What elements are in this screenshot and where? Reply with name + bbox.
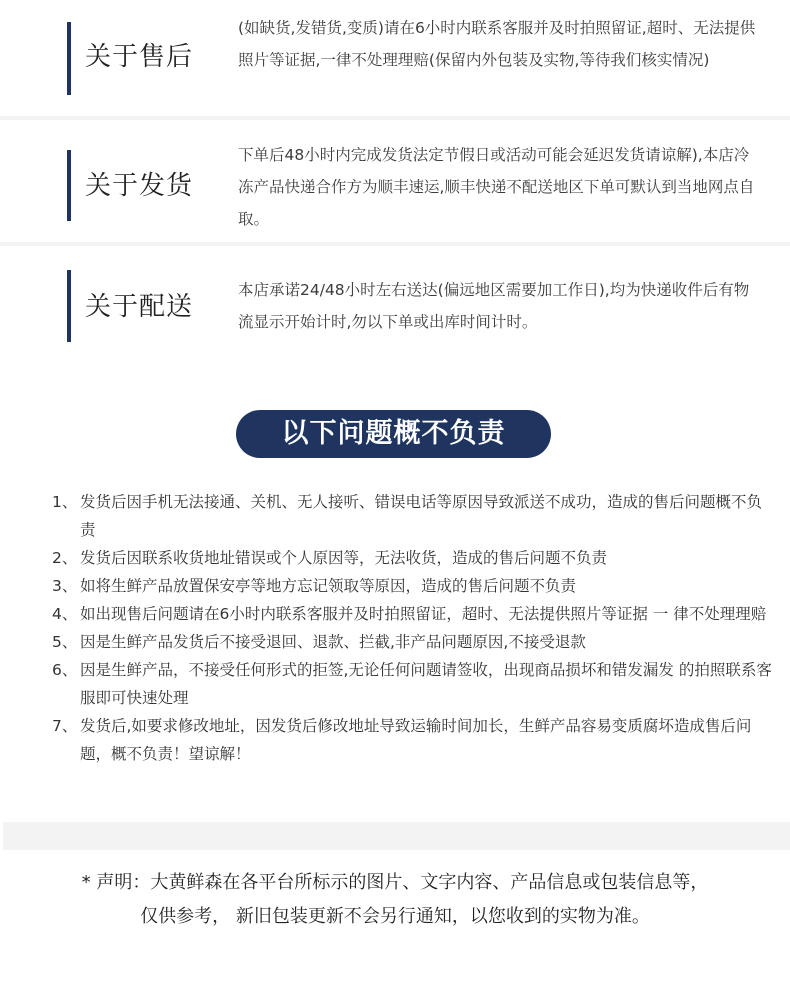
list-item-text: 发货后因联系收货地址错误或个人原因等，无法收货，造成的售后问题不负责 [80, 549, 608, 567]
statement [0, 866, 790, 934]
list-item-text: 因是生鲜产品，不接受任何形式的拒签,无论任何问题请签收，出现商品损坏和错发漏发 的拍照联系客服即可快速处理 [80, 661, 772, 707]
section-text: (如缺货,发错货,变质)请在6小时内联系客服并及时拍照留证,超时、无法提供照片等证据,一律不处理理赔(保留内外包装及实物,等待我们核实情况) [238, 19, 756, 69]
section-title: 关于售后 [85, 42, 194, 72]
list-item-text: 如出现售后问题请在6小时内联系客服并及时拍照留证，超时、无法提供照片等证据 一 律不处理理赔 [80, 605, 767, 623]
section-text: 下单后48小时内完成发货法定节假日或活动可能会延迟发货请谅解),本店冷冻产品快递合作方为顺丰速运,顺丰快递不配送地区下单可默认到当地网点自取。 [238, 146, 755, 228]
list-item-text: 发货后,如要求修改地址，因发货后修改地址导致运输时间加长，生鲜产品容易变质腐坏造成售后问题，概不负责！望谅解！ [80, 717, 752, 763]
section-accent-bar [67, 150, 71, 221]
statement-line-1: * 声明：大黄鲜森在各平台所标示的图片、文字内容、产品信息或包装信息等， [81, 872, 709, 893]
list-item-number: 5、 [52, 633, 78, 651]
list-item [52, 488, 772, 544]
list-item-number: 3、 [52, 577, 78, 595]
section-accent-bar [67, 22, 71, 95]
list-item [52, 628, 772, 656]
list-item [52, 712, 772, 768]
list-item [52, 572, 772, 600]
list-item-number: 4、 [52, 605, 78, 623]
list-item [52, 656, 772, 712]
list-item-text: 如将生鲜产品放置保安亭等地方忘记领取等原因，造成的售后问题不负责 [80, 577, 577, 595]
list-item [52, 600, 772, 628]
section-text: 本店承诺24/48小时左右送达(偏远地区需要加工作日),均为快递收件后有物流显示开始计时,勿以下单或出库时间计时。 [238, 281, 750, 331]
section-accent-bar [67, 270, 71, 342]
list-item-number: 7、 [52, 717, 78, 735]
list-item-number: 2、 [52, 549, 78, 567]
disclaimer-list [52, 488, 772, 768]
section-title: 关于配送 [85, 292, 194, 322]
separator-band [3, 822, 790, 850]
delivery-section [0, 246, 790, 366]
list-item-number: 1、 [52, 493, 78, 511]
list-item-number: 6、 [52, 661, 78, 679]
after-sales-section [0, 0, 790, 116]
section-title: 关于发货 [85, 171, 194, 201]
list-item-text: 发货后因手机无法接通、关机、无人接听、错误电话等原因导致派送不成功，造成的售后问题概不负责 [80, 493, 763, 539]
list-item-text: 因是生鲜产品发货后不接受退回、退款、拦截,非产品问题原因,不接受退款 [80, 633, 586, 651]
disclaimer-heading: 以下问题概不负责 [236, 410, 551, 458]
list-item [52, 544, 772, 572]
shipping-section [0, 120, 790, 242]
statement-line-2: 仅供参考， 新旧包装更新不会另行通知，以您收到的实物为准。 [140, 906, 650, 927]
